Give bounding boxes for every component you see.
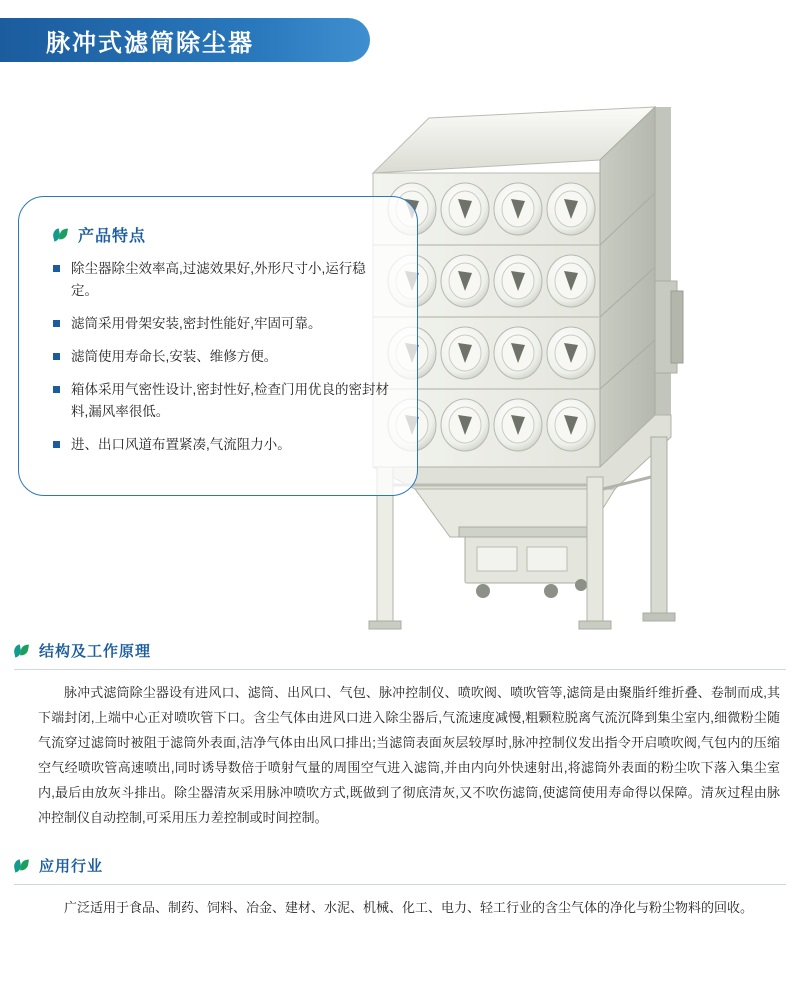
page-title: 脉冲式滤筒除尘器 bbox=[46, 29, 254, 57]
section-structure-header bbox=[14, 640, 786, 661]
bullet-square-icon bbox=[53, 265, 60, 272]
bullet-square-icon bbox=[53, 353, 60, 360]
product-features-list bbox=[19, 258, 417, 456]
section-industry-title: 应用行业 bbox=[39, 858, 104, 875]
section-structure-title: 结构及工作原理 bbox=[39, 643, 152, 660]
bullet-square-icon bbox=[53, 320, 60, 327]
section-structure bbox=[14, 640, 786, 830]
bullet-square-icon bbox=[53, 441, 60, 448]
list-item bbox=[53, 313, 391, 335]
product-features-card bbox=[18, 196, 418, 496]
leaf-icon bbox=[53, 228, 69, 242]
list-item-text: 进、出口风道布置紧凑,气流阻力小。 bbox=[71, 437, 291, 452]
product-features-header bbox=[19, 197, 417, 246]
section-structure-body: 脉冲式滤筒除尘器设有进风口、滤筒、出风口、气包、脉冲控制仪、喷吹阀、喷吹管等,滤筒是由聚脂纤维折叠、卷制而成,其下端封闭,上端中心正对喷吹管下口。含尘气体由进风口进入除尘器后,气流速度减慢,粗颗粒脱离气流沉降到集尘室内,细微粉尘随气流穿过滤筒时被阻于滤筒外表面,洁净气体由出风口排出;当滤筒表面灰层较厚时,脉冲控制仪发出指令开启喷吹阀,气包内的压缩空气经喷吹管高速喷出,同时诱导数倍于喷射气量的周围空气进入滤筒,并由内向外快速射出,将滤筒外表面的粉尘吹下落入集尘室内,最后由放灰斗排出。除尘器清灰采用脉冲喷吹方式,既做到了彻底清灰,又不吹伤滤筒,使滤筒使用寿命得以保障。清灰过程由脉冲控制仪自动控制,可采用压力差控制或时间控制。 bbox=[38, 685, 780, 825]
section-industry-body: 广泛适用于食品、制药、饲料、冶金、建材、水泥、机械、化工、电力、轻工行业的含尘气体的净化与粉尘物料的回收。 bbox=[64, 900, 754, 915]
section-industry-header bbox=[14, 855, 786, 876]
list-item-text: 滤筒采用骨架安装,密封性能好,牢固可靠。 bbox=[71, 316, 322, 331]
leaf-icon bbox=[14, 859, 30, 873]
list-item-text: 箱体采用气密性设计,密封性好,检查门用优良的密封材料,漏风率很低。 bbox=[71, 382, 390, 419]
section-industry bbox=[14, 855, 786, 920]
list-item-text: 除尘器除尘效率高,过滤效果好,外形尺寸小,运行稳定。 bbox=[71, 261, 366, 298]
page-header-banner bbox=[0, 18, 370, 62]
list-item bbox=[53, 379, 391, 423]
list-item bbox=[53, 346, 391, 368]
bullet-square-icon bbox=[53, 386, 60, 393]
product-features-title: 产品特点 bbox=[78, 228, 147, 245]
leaf-icon bbox=[14, 644, 30, 658]
list-item bbox=[53, 434, 391, 456]
product-illustration bbox=[355, 85, 785, 630]
divider bbox=[14, 669, 786, 670]
list-item-text: 滤筒使用寿命长,安装、维修方便。 bbox=[71, 349, 278, 364]
divider bbox=[14, 884, 786, 885]
list-item bbox=[53, 258, 391, 302]
